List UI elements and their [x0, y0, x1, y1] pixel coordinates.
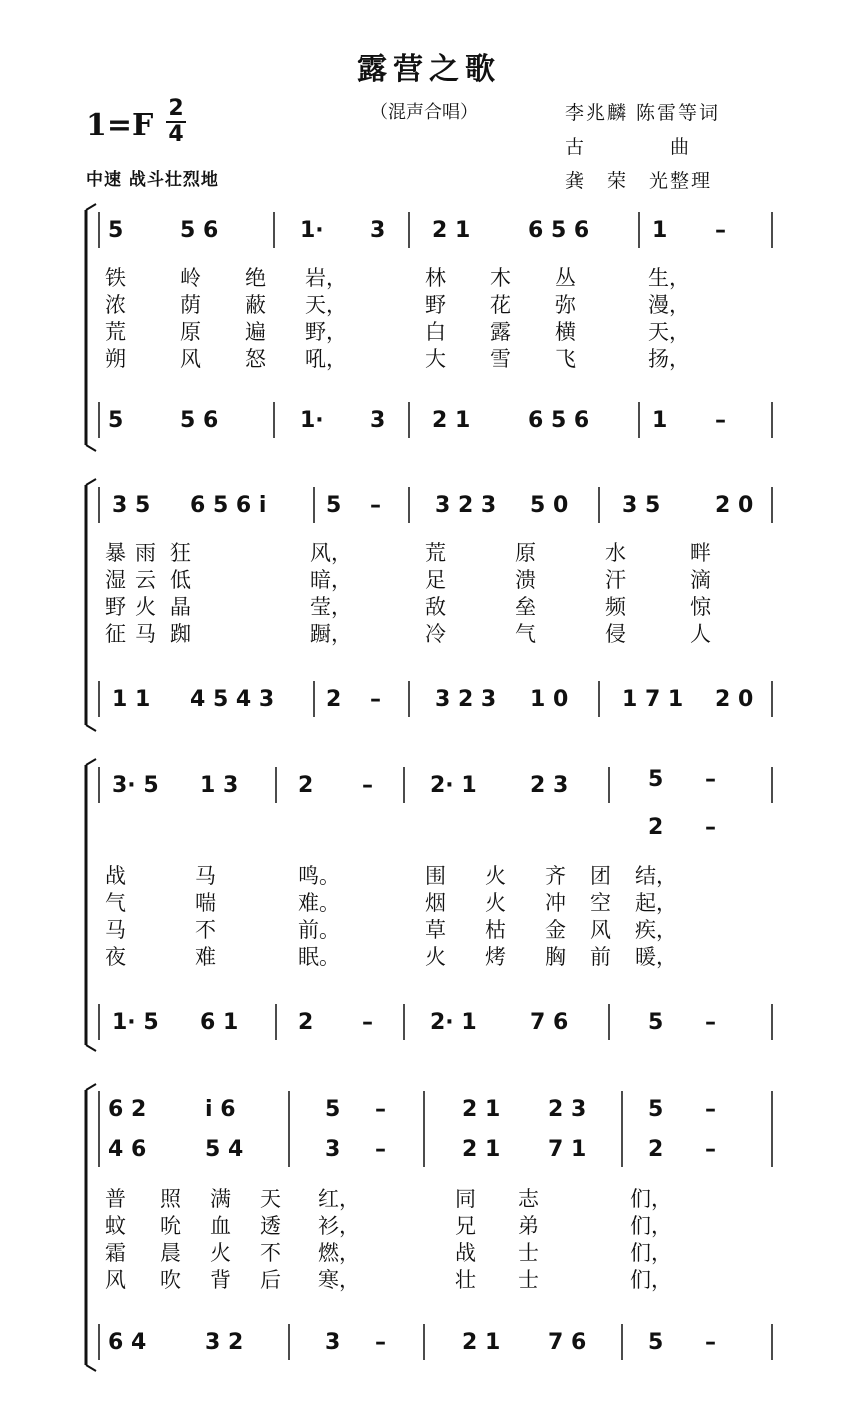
lyric-syllable: 晶	[170, 595, 191, 619]
lower-note: –	[705, 1010, 716, 1035]
lyric-syllable: 气	[515, 622, 536, 646]
lower-note: –	[715, 408, 726, 433]
upper-note: i 6	[205, 1097, 236, 1122]
lyric-syllable: 马	[135, 622, 156, 646]
lyric-syllable: 兄	[455, 1214, 476, 1238]
lyric-syllable: 暗，	[310, 568, 352, 592]
upper-note: 2 3	[530, 773, 569, 798]
lyric-syllable: 横	[555, 320, 576, 344]
lyric-syllable: 湿	[105, 568, 126, 592]
lyric-syllable: 垒	[515, 595, 536, 619]
upper-note: 3 2 3	[435, 493, 497, 518]
lyric-syllable: 齐	[545, 864, 566, 888]
lower-note: 6 4	[108, 1330, 147, 1355]
upper-note: 2 3	[548, 1097, 587, 1122]
lyric-syllable: 蚊	[105, 1214, 126, 1238]
lyric-syllable: 汗	[605, 568, 626, 592]
lyric-syllable: 气	[105, 891, 126, 915]
lyric-syllable: 频	[605, 595, 626, 619]
lyric-syllable: 同	[455, 1187, 476, 1211]
upper-note-2: 7 1	[548, 1137, 587, 1162]
lyric-syllable: 寒，	[318, 1268, 360, 1292]
lyric-syllable: 滴	[690, 568, 711, 592]
lyric-syllable: 荫	[180, 293, 201, 317]
lower-note: –	[375, 1330, 386, 1355]
lyric-syllable: 不	[195, 918, 216, 942]
lower-note: 5	[108, 408, 124, 433]
lyric-syllable: 野	[105, 595, 126, 619]
lyric-syllable: 风	[180, 347, 201, 371]
lyric-syllable: 火	[485, 891, 506, 915]
lyric-syllable: 起，	[635, 891, 677, 915]
lower-note: –	[370, 687, 381, 712]
lyric-syllable: 吼，	[305, 347, 347, 371]
lyric-syllable: 木	[490, 266, 511, 290]
upper-note: –	[705, 767, 716, 792]
upper-note: 6 2	[108, 1097, 147, 1122]
tempo-marking: 中速 战斗壮烈地	[86, 170, 219, 190]
lyric-syllable: 吹	[160, 1268, 181, 1292]
lyric-syllable: 绝	[245, 266, 266, 290]
lower-note: 3	[325, 1330, 341, 1355]
lyric-syllable: 莹，	[310, 595, 352, 619]
lyric-syllable: 云	[135, 568, 156, 592]
lyric-syllable: 吮	[160, 1214, 181, 1238]
time-bottom: 4	[168, 122, 184, 147]
lyric-syllable: 普	[105, 1187, 126, 1211]
lyric-syllable: 团	[590, 864, 611, 888]
upper-note: –	[705, 815, 716, 840]
lyric-syllable: 天，	[305, 293, 347, 317]
lyric-syllable: 天，	[648, 320, 690, 344]
lyric-syllable: 难	[195, 945, 216, 969]
lyric-syllable: 林	[425, 266, 446, 290]
lyric-syllable: 马	[105, 918, 126, 942]
upper-note: 3· 5	[112, 773, 159, 798]
lyric-syllable: 飞	[555, 347, 576, 371]
upper-note: –	[362, 773, 373, 798]
upper-note: 1·	[300, 218, 324, 243]
lyric-syllable: 晨	[160, 1241, 181, 1265]
lyric-syllable: 征	[105, 622, 126, 646]
lyric-syllable: 低	[170, 568, 191, 592]
lyric-syllable: 怒	[245, 347, 266, 371]
lyric-syllable: 溃	[515, 568, 536, 592]
upper-note: 3 5	[112, 493, 151, 518]
lyric-syllable: 踟	[170, 622, 191, 646]
lyric-syllable: 燃，	[318, 1241, 360, 1265]
upper-note-2: –	[705, 1137, 716, 1162]
lyric-syllable: 扬，	[648, 347, 690, 371]
lyric-syllable: 生，	[648, 266, 690, 290]
lyric-syllable: 枯	[485, 918, 506, 942]
lyric-syllable: 白	[425, 320, 446, 344]
lyric-syllable: 花	[490, 293, 511, 317]
lyric-syllable: 冷	[425, 622, 446, 646]
lyric-syllable: 狂	[170, 541, 191, 565]
lyric-syllable: 岭	[180, 266, 201, 290]
lower-note: 5	[648, 1330, 664, 1355]
lyric-syllable: 雨	[135, 541, 156, 565]
lyric-syllable: 霜	[105, 1241, 126, 1265]
lyric-syllable: 遍	[245, 320, 266, 344]
upper-note: 2· 1	[430, 773, 477, 798]
lyric-syllable: 衫，	[318, 1214, 360, 1238]
lyric-syllable: 畔	[690, 541, 711, 565]
lower-note: 2· 1	[430, 1010, 477, 1035]
system-bracket-bottom	[86, 725, 96, 731]
upper-note: 5	[648, 1097, 664, 1122]
lyric-syllable: 前	[590, 945, 611, 969]
upper-note: 2 1	[462, 1097, 501, 1122]
lyric-syllable: 人	[690, 622, 711, 646]
system-bracket-top	[86, 759, 96, 765]
system-bracket-top	[86, 1084, 96, 1090]
lyric-syllable: 原	[515, 541, 536, 565]
upper-note: 5	[648, 767, 664, 792]
lyric-syllable: 敌	[425, 595, 446, 619]
lyric-syllable: 火	[210, 1241, 231, 1265]
lyric-syllable: 暖，	[635, 945, 677, 969]
lyric-syllable: 火	[135, 595, 156, 619]
lyric-syllable: 火	[425, 945, 446, 969]
lower-note: 4 5 4 3	[190, 687, 275, 712]
upper-note: 6 5 6	[528, 218, 590, 243]
lyric-syllable: 风，	[310, 541, 352, 565]
upper-note: –	[705, 1097, 716, 1122]
lyric-syllable: 红，	[318, 1187, 360, 1211]
lyric-syllable: 胸	[545, 945, 566, 969]
lyric-syllable: 血	[210, 1214, 231, 1238]
system-bracket-bottom	[86, 1045, 96, 1051]
upper-note: 5	[325, 1097, 341, 1122]
upper-note: 2 1	[432, 218, 471, 243]
key-signature: 1=F	[86, 108, 154, 143]
upper-note: 1	[652, 218, 668, 243]
lower-note: 6 5 6	[528, 408, 590, 433]
lower-note: 2	[326, 687, 342, 712]
lower-note: 6 1	[200, 1010, 239, 1035]
composer: 古 曲	[565, 136, 692, 158]
upper-note: 5 6	[180, 218, 219, 243]
lyric-syllable: 雪	[490, 347, 511, 371]
system-bracket-top	[86, 204, 96, 210]
lyric-syllable: 背	[210, 1268, 231, 1292]
lyric-syllable: 战	[105, 864, 126, 888]
lyric-syllable: 火	[485, 864, 506, 888]
upper-note: 2	[298, 773, 314, 798]
lyric-syllable: 疾，	[635, 918, 677, 942]
lower-note: –	[362, 1010, 373, 1035]
lyric-syllable: 惊	[690, 595, 711, 619]
lyric-syllable: 透	[260, 1214, 281, 1238]
lyric-syllable: 蹰，	[310, 622, 352, 646]
lower-note: 5 6	[180, 408, 219, 433]
lyric-syllable: 风	[105, 1268, 126, 1292]
system-bracket-bottom	[86, 445, 96, 451]
upper-note: 3 5	[622, 493, 661, 518]
lyric-syllable: 漫，	[648, 293, 690, 317]
lyric-syllable: 战	[455, 1241, 476, 1265]
upper-note: 6 5 6 i	[190, 493, 267, 518]
lyric-syllable: 士	[518, 1241, 539, 1265]
lyric-syllable: 草	[425, 918, 446, 942]
lyric-syllable: 弥	[555, 293, 576, 317]
lower-note: 2 0	[715, 687, 754, 712]
lyric-syllable: 满	[210, 1187, 231, 1211]
lower-note: 1· 5	[112, 1010, 159, 1035]
lower-note: 3 2	[205, 1330, 244, 1355]
lyric-syllable: 们，	[630, 1214, 672, 1238]
upper-note: 2 0	[715, 493, 754, 518]
lower-note: 2	[298, 1010, 314, 1035]
lyric-syllable: 烟	[425, 891, 446, 915]
lower-note: 1·	[300, 408, 324, 433]
upper-note: 5	[108, 218, 124, 243]
lyric-syllable: 朔	[105, 347, 126, 371]
upper-note-2: –	[375, 1137, 386, 1162]
lyric-syllable: 荒	[105, 320, 126, 344]
lyric-syllable: 弟	[518, 1214, 539, 1238]
lyric-syllable: 侵	[605, 622, 626, 646]
lyric-syllable: 荒	[425, 541, 446, 565]
lyric-syllable: 水	[605, 541, 626, 565]
upper-note-2: 4 6	[108, 1137, 147, 1162]
lyric-syllable: 难。	[298, 891, 340, 915]
upper-note: –	[370, 493, 381, 518]
lyric-syllable: 丛	[555, 266, 576, 290]
upper-note: –	[375, 1097, 386, 1122]
lyric-syllable: 结，	[635, 864, 677, 888]
upper-note-2: 5 4	[205, 1137, 244, 1162]
lyric-syllable: 围	[425, 864, 446, 888]
upper-note: 5 0	[530, 493, 569, 518]
lower-note: 7 6	[548, 1330, 587, 1355]
lyric-syllable: 不	[260, 1241, 281, 1265]
lyric-syllable: 空	[590, 891, 611, 915]
upper-note: 5	[326, 493, 342, 518]
lyric-syllable: 野，	[305, 320, 347, 344]
lyric-syllable: 冲	[545, 891, 566, 915]
lower-note: 7 6	[530, 1010, 569, 1035]
lyric-syllable: 烤	[485, 945, 506, 969]
lyric-syllable: 们，	[630, 1187, 672, 1211]
song-title: 露营之歌	[357, 52, 501, 87]
lyric-syllable: 大	[425, 347, 446, 371]
upper-note: 1 3	[200, 773, 239, 798]
lyric-syllable: 照	[160, 1187, 181, 1211]
lower-note: 1 0	[530, 687, 569, 712]
lower-note: 1	[652, 408, 668, 433]
lower-note: 2 1	[432, 408, 471, 433]
upper-note: –	[715, 218, 726, 243]
time-top: 2	[168, 96, 184, 121]
lower-note: 3	[370, 408, 386, 433]
song-subtitle: （混声合唱）	[370, 102, 478, 123]
lower-note: 5	[648, 1010, 664, 1035]
lyric-syllable: 暴	[105, 541, 126, 565]
upper-note: 2	[648, 815, 664, 840]
system-bracket-top	[86, 479, 96, 485]
lyric-syllable: 足	[425, 568, 446, 592]
lyric-syllable: 喘	[195, 891, 216, 915]
lyric-syllable: 天	[260, 1187, 281, 1211]
lyric-syllable: 后	[260, 1268, 281, 1292]
lyric-syllable: 岩，	[305, 266, 347, 290]
lyric-syllable: 夜	[105, 945, 126, 969]
system-bracket-bottom	[86, 1365, 96, 1371]
upper-note-2: 2	[648, 1137, 664, 1162]
upper-note-2: 3	[325, 1137, 341, 1162]
lyric-syllable: 浓	[105, 293, 126, 317]
upper-note: 3	[370, 218, 386, 243]
lower-note: 3 2 3	[435, 687, 497, 712]
lyric-syllable: 蔽	[245, 293, 266, 317]
lyric-syllable: 前。	[298, 918, 340, 942]
lyric-syllable: 铁	[105, 266, 126, 290]
lower-note: –	[705, 1330, 716, 1355]
lyric-syllable: 马	[195, 864, 216, 888]
lyricist: 李兆麟 陈雷等词	[565, 102, 721, 124]
lower-note: 1 1	[112, 687, 151, 712]
lower-note: 2 1	[462, 1330, 501, 1355]
lyric-syllable: 志	[518, 1187, 539, 1211]
upper-note-2: 2 1	[462, 1137, 501, 1162]
lyric-syllable: 鸣。	[298, 864, 340, 888]
arranger: 龚 荣 光整理	[565, 170, 713, 192]
lyric-syllable: 们，	[630, 1241, 672, 1265]
lyric-syllable: 野	[425, 293, 446, 317]
lyric-syllable: 原	[180, 320, 201, 344]
lyric-syllable: 眠。	[298, 945, 340, 969]
lyric-syllable: 壮	[455, 1268, 476, 1292]
lyric-syllable: 露	[490, 320, 511, 344]
lyric-syllable: 们，	[630, 1268, 672, 1292]
lyric-syllable: 风	[590, 918, 611, 942]
lyric-syllable: 金	[545, 918, 566, 942]
lower-note: 1 7 1	[622, 687, 684, 712]
lyric-syllable: 士	[518, 1268, 539, 1292]
